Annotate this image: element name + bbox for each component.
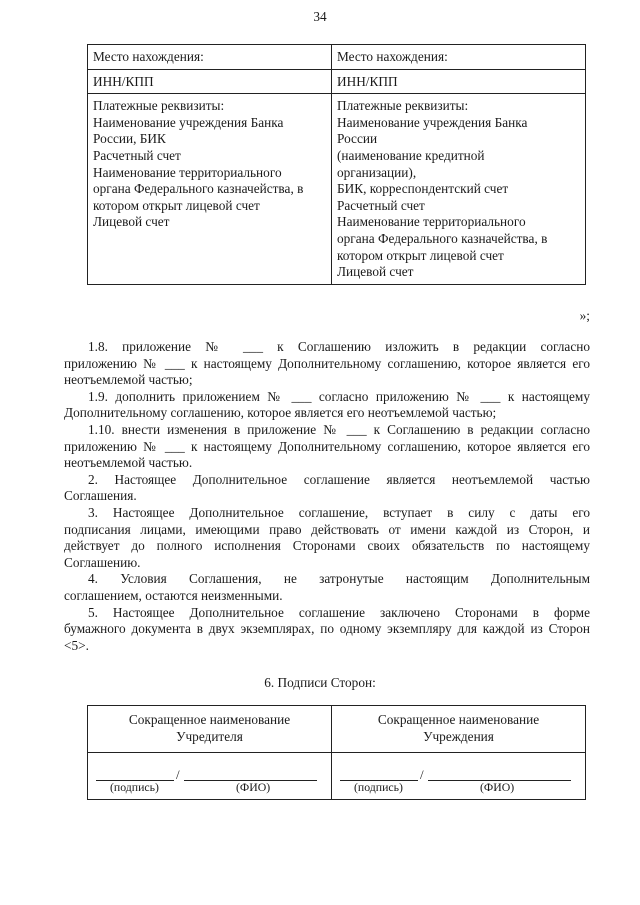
cell-text: (наименование кредитной bbox=[337, 147, 485, 163]
table-cell bbox=[332, 94, 586, 285]
text-line: Дополнительному соглашению, которое является его неотъемлемой частью; bbox=[64, 405, 497, 421]
requisites-table bbox=[87, 44, 586, 285]
cell-text: Место нахождения: bbox=[93, 49, 204, 64]
text-line: приложению № ___ к настоящему Дополнительному соглашению, которое является его bbox=[64, 438, 590, 454]
text-line: действует до полного исполнения Сторонами своих обязательств по настоящему bbox=[64, 538, 590, 554]
cell-text: ИНН/КПП bbox=[93, 73, 154, 89]
founder-header: Сокращенное наименование bbox=[128, 712, 291, 728]
caption-signature: (подпись) bbox=[354, 780, 403, 794]
cell-text: Место нахождения: bbox=[337, 49, 448, 64]
table-row bbox=[88, 706, 586, 753]
table-cell bbox=[88, 94, 332, 285]
table-cell bbox=[332, 706, 586, 753]
table-cell bbox=[88, 45, 332, 70]
cell-text: Наименование учреждения Банка bbox=[93, 114, 284, 130]
paragraph-5 bbox=[64, 605, 590, 655]
table-row bbox=[88, 753, 586, 800]
text-line: приложению № ___ к настоящему Дополнительному соглашению, которое является его bbox=[64, 355, 590, 371]
table-row bbox=[88, 45, 586, 70]
signatures-title: 6. Подписи Сторон: bbox=[264, 675, 376, 690]
cell-text: Лицевой счет bbox=[93, 214, 170, 230]
table-cell bbox=[88, 69, 332, 94]
institution-header: Учреждения bbox=[423, 729, 494, 744]
separator: / bbox=[420, 767, 424, 783]
cell-text: котором открыт лицевой счет bbox=[337, 247, 504, 263]
signature-line[interactable] bbox=[96, 767, 323, 781]
table-row bbox=[88, 94, 586, 285]
cell-text: котором открыт лицевой счет bbox=[93, 197, 260, 213]
table-cell bbox=[332, 69, 586, 94]
founder-signature-cell bbox=[88, 753, 332, 800]
text-line: <5>. bbox=[64, 637, 89, 653]
cell-text: организации), bbox=[337, 164, 417, 180]
paragraph-1-8 bbox=[64, 339, 590, 389]
closing-quote: »; bbox=[579, 308, 590, 323]
paragraph-1-10 bbox=[64, 422, 590, 472]
text-line: Соглашению. bbox=[64, 554, 141, 570]
cell-text: Наименование учреждения Банка bbox=[337, 114, 528, 130]
cell-text: Расчетный счет bbox=[337, 197, 425, 213]
cell-text: БИК, корреспондентский счет bbox=[337, 181, 509, 197]
paragraph-1-9 bbox=[64, 389, 590, 422]
cell-text: органа Федерального казначейства, в bbox=[93, 181, 304, 197]
cell-text: ИНН/КПП bbox=[337, 73, 398, 89]
cell-text: Наименование территориального bbox=[337, 214, 526, 230]
text-line: 3. Настоящее Дополнительное соглашение, вступает в силу с даты его bbox=[88, 504, 590, 520]
body-text bbox=[64, 339, 590, 654]
text-line: неотъемлемой частью. bbox=[64, 455, 193, 471]
text-line: неотъемлемой частью; bbox=[64, 372, 193, 388]
cell-text: органа Федерального казначейства, в bbox=[337, 230, 548, 246]
institution-signature-cell bbox=[332, 753, 586, 800]
page-number: 34 bbox=[313, 9, 327, 24]
text-line: 1.8. приложение № ___ к Соглашению изложить в редакции согласно bbox=[88, 339, 590, 354]
cell-text: Лицевой счет bbox=[337, 264, 414, 280]
caption-signature: (подпись) bbox=[110, 780, 159, 794]
paragraph-4 bbox=[64, 571, 590, 604]
signature-line[interactable] bbox=[340, 767, 577, 781]
table-cell bbox=[88, 706, 332, 753]
separator: / bbox=[176, 767, 180, 783]
caption-name: (ФИО) bbox=[480, 780, 515, 794]
table-row bbox=[88, 69, 586, 94]
cell-text: России bbox=[337, 131, 378, 147]
text-line: Соглашения. bbox=[64, 488, 137, 504]
institution-header: Сокращенное наименование bbox=[377, 712, 540, 728]
cell-text: Наименование территориального bbox=[93, 164, 282, 180]
paragraph-3 bbox=[64, 505, 590, 571]
text-line: 2. Настоящее Дополнительное соглашение является неотъемлемой частью bbox=[88, 471, 590, 487]
table-cell bbox=[332, 45, 586, 70]
founder-header: Учредителя bbox=[176, 729, 243, 744]
text-line: 1.9. дополнить приложением № ___ согласно приложению № ___ к настоящему bbox=[88, 388, 590, 404]
text-line: соглашением, остаются неизменными. bbox=[64, 587, 283, 603]
text-line: подписания лицами, имеющими право действовать от имени каждой из Сторон, и bbox=[64, 521, 590, 537]
cell-text: Расчетный счет bbox=[93, 147, 181, 163]
text-line: 4. Условия Соглашения, не затронутые настоящим Дополнительным bbox=[88, 571, 590, 587]
text-line: 5. Настоящее Дополнительное соглашение заключено Сторонами в форме bbox=[88, 604, 590, 620]
paragraph-2 bbox=[64, 472, 590, 505]
text-line: бумажного документа в двух экземплярах, по одному экземпляру для каждой из Сторон bbox=[64, 621, 590, 637]
caption-name: (ФИО) bbox=[236, 780, 271, 794]
text-line: 1.10. внести изменения в приложение № ___ к Соглашению в редакции согласно bbox=[88, 421, 590, 437]
cell-text: Платежные реквизиты: bbox=[337, 98, 469, 114]
signatures-table bbox=[87, 705, 586, 800]
cell-text: России, БИК bbox=[93, 131, 166, 147]
cell-text: Платежные реквизиты: bbox=[93, 98, 225, 114]
